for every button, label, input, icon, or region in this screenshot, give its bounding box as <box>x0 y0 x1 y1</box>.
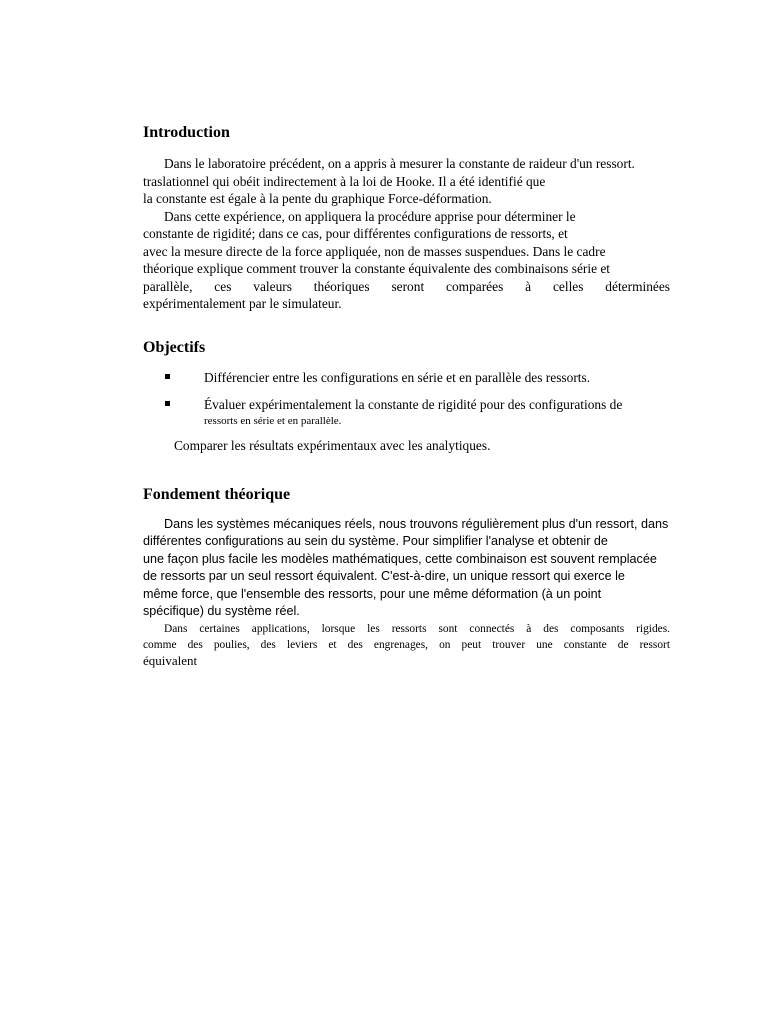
objective-text: Évaluer expérimentalement la constante de rigidité pour des configurations de <box>204 397 623 412</box>
heading-introduction: Introduction <box>143 124 230 141</box>
heading-fondement-theorique: Fondement théorique <box>143 485 291 503</box>
text-line: spécifique) du système réel. <box>143 604 300 618</box>
text-line: Dans certaines applications, lorsque les ressorts sont connectés à des composants rigides. <box>164 622 670 635</box>
text-line: Dans cette expérience, on appliquera la procédure apprise pour déterminer le <box>164 208 576 224</box>
section-fondement-theorique <box>143 484 670 669</box>
objective-text: Différencier entre les configurations en série et en parallèle des ressorts. <box>204 369 591 385</box>
text-line: Dans les systèmes mécaniques réels, nous trouvons régulièrement plus d'un ressort, dans <box>164 516 669 531</box>
bullet-square-icon <box>165 401 170 406</box>
text-line: traslationnel qui obéit indirectement à la loi de Hooke. Il a été identifié que <box>143 173 546 189</box>
text-line: Dans le laboratoire précédent, on a appris à mesurer la constante de raideur d'un ressort. <box>164 156 635 171</box>
intro-paragraph-2 <box>143 208 670 313</box>
bullet-square-icon <box>165 443 170 448</box>
objectives-list <box>143 369 670 454</box>
bullet-square-icon <box>165 374 170 379</box>
list-item <box>143 396 670 428</box>
text-line: même force, que l'ensemble des ressorts, pour une même déformation (à un point <box>143 586 602 601</box>
fondement-paragraph-2 <box>143 621 670 669</box>
text-line: différentes configurations au sein du système. Pour simplifier l'analyse et obtenir de <box>143 534 608 548</box>
section-introduction <box>143 122 670 313</box>
text-line: de ressorts par un seul ressort équivalent. C'est-à-dire, un unique ressort qui exerce le <box>143 569 625 583</box>
list-item <box>143 369 670 387</box>
text-line: avec la mesure directe de la force appliquée, non de masses suspendues. Dans le cadre <box>143 243 606 259</box>
objective-subtext: ressorts en série et en parallèle. <box>204 414 342 427</box>
text-line: théorique explique comment trouver la constante équivalente des combinaisons série et <box>143 261 611 276</box>
list-item <box>143 438 670 454</box>
text-line: une façon plus facile les modèles mathématiques, cette combinaison est souvent remplacée <box>143 551 657 566</box>
text-line: parallèle, ces valeurs théoriques seront comparées à celles déterminées <box>143 278 670 294</box>
section-objectifs <box>143 337 670 454</box>
heading-objectifs: Objectifs <box>143 338 206 356</box>
text-line: la constante est égale à la pente du graphique Force-déformation. <box>143 191 492 206</box>
fondement-paragraph-1 <box>143 516 670 621</box>
text-line: équivalent <box>143 652 198 668</box>
text-line: expérimentalement par le simulateur. <box>143 296 342 311</box>
text-line: comme des poulies, des leviers et des engrenages, on peut trouver une constante de ressort <box>143 638 670 651</box>
document-body <box>143 122 670 669</box>
text-line: constante de rigidité; dans ce cas, pour différentes configurations de ressorts, et <box>143 226 568 241</box>
intro-paragraph-1 <box>143 155 670 208</box>
objective-text: Comparer les résultats expérimentaux avec les analytiques. <box>174 437 491 453</box>
